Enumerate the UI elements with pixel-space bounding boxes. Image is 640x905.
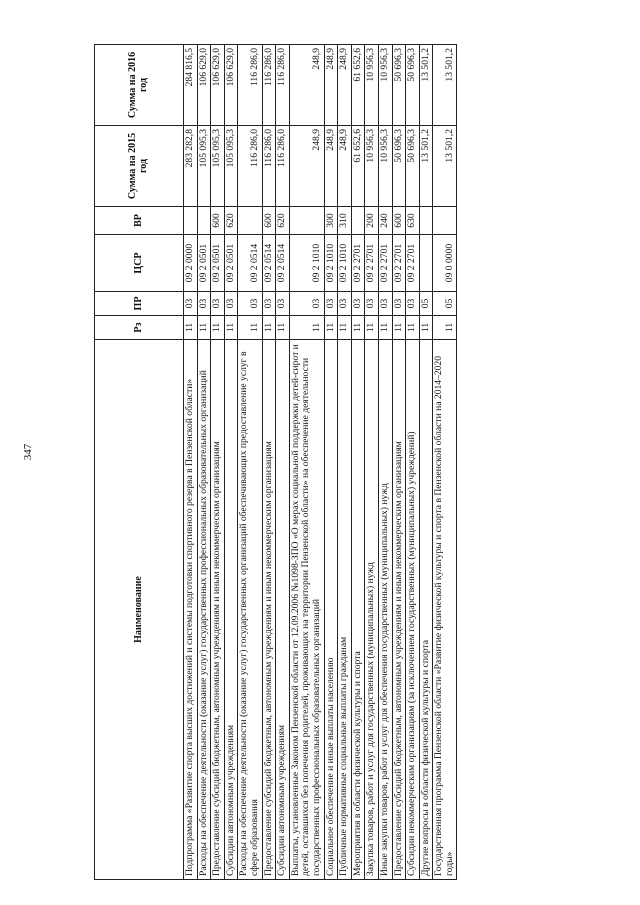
cell-sum-2015: 10 956,3 xyxy=(365,126,379,207)
cell-sum-2016: 248,9 xyxy=(338,45,352,126)
cell-csr: 09 2 2701 xyxy=(365,235,379,292)
cell-vr xyxy=(184,207,198,235)
cell-vr: 600 xyxy=(262,207,276,235)
cell-name: Субсидии автономным учреждениям xyxy=(276,340,290,880)
cell-name: Социальное обеспечение и иные выплаты населению xyxy=(324,340,338,880)
cell-pr: 05 xyxy=(419,292,433,316)
cell-sum-2015: 13 501,2 xyxy=(433,126,457,207)
cell-rz: 11 xyxy=(365,316,379,340)
table-row xyxy=(365,45,379,880)
cell-csr: 09 2 0000 xyxy=(184,235,198,292)
cell-rz: 11 xyxy=(276,316,290,340)
cell-csr: 09 2 1010 xyxy=(289,235,324,292)
table-row xyxy=(406,45,420,880)
table-row xyxy=(419,45,433,880)
cell-sum-2016: 116 286,0 xyxy=(262,45,276,126)
table-row xyxy=(262,45,276,880)
cell-sum-2016: 106 629,0 xyxy=(211,45,225,126)
cell-pr: 03 xyxy=(338,292,352,316)
cell-pr: 03 xyxy=(406,292,420,316)
cell-sum-2016: 116 286,0 xyxy=(276,45,290,126)
cell-name: Расходы на обеспечение деятельности (оказание услуг) государственных организаций обеспечивающих предоставление услуг в сфере образования xyxy=(238,340,262,880)
cell-rz: 11 xyxy=(324,316,338,340)
header-pr: ПР xyxy=(95,292,184,316)
cell-csr: 09 2 0501 xyxy=(224,235,238,292)
cell-sum-2015: 105 095,3 xyxy=(211,126,225,207)
cell-sum-2016: 106 629,0 xyxy=(197,45,211,126)
cell-sum-2015: 105 095,3 xyxy=(224,126,238,207)
cell-sum-2015: 116 286,0 xyxy=(238,126,262,207)
table-row xyxy=(184,45,198,880)
cell-name: Предоставление субсидий бюджетным, автономным учреждениям и иным некоммерческим организациям xyxy=(392,340,406,880)
cell-rz: 11 xyxy=(406,316,420,340)
cell-vr: 600 xyxy=(392,207,406,235)
cell-csr: 09 0 0000 xyxy=(433,235,457,292)
header-vr: ВР xyxy=(95,207,184,235)
cell-pr: 03 xyxy=(289,292,324,316)
table-row xyxy=(197,45,211,880)
cell-sum-2016: 116 286,0 xyxy=(238,45,262,126)
cell-sum-2016: 10 956,3 xyxy=(365,45,379,126)
table-row xyxy=(351,45,365,880)
cell-pr: 03 xyxy=(324,292,338,316)
cell-name: Мероприятия в области физической культуры и спорта xyxy=(351,340,365,880)
cell-vr xyxy=(289,207,324,235)
cell-pr: 03 xyxy=(262,292,276,316)
cell-pr: 03 xyxy=(224,292,238,316)
cell-sum-2016: 248,9 xyxy=(324,45,338,126)
cell-csr: 09 2 0501 xyxy=(211,235,225,292)
cell-pr: 03 xyxy=(197,292,211,316)
cell-sum-2016: 50 696,3 xyxy=(392,45,406,126)
cell-sum-2016: 13 501,2 xyxy=(433,45,457,126)
header-sum-2015: Сумма на 2015 год xyxy=(95,126,184,207)
cell-name: Закупка товаров, работ и услуг для государственных (муниципальных) нужд xyxy=(365,340,379,880)
cell-vr: 310 xyxy=(338,207,352,235)
cell-csr: 09 2 0501 xyxy=(197,235,211,292)
cell-name: Публичные нормативные социальные выплаты гражданам xyxy=(338,340,352,880)
cell-sum-2016: 10 956,3 xyxy=(378,45,392,126)
cell-pr: 03 xyxy=(238,292,262,316)
cell-rz: 11 xyxy=(378,316,392,340)
cell-sum-2016: 284 816,5 xyxy=(184,45,198,126)
cell-sum-2015: 50 696,3 xyxy=(392,126,406,207)
cell-name: Субсидии некоммерческим организациям (за исключением государственных (муниципальных) учреждений) xyxy=(406,340,420,880)
cell-csr: 09 2 0514 xyxy=(262,235,276,292)
cell-pr: 03 xyxy=(211,292,225,316)
cell-vr xyxy=(351,207,365,235)
cell-csr: 09 2 2701 xyxy=(406,235,420,292)
cell-rz: 11 xyxy=(262,316,276,340)
cell-csr: 09 2 0514 xyxy=(238,235,262,292)
cell-vr: 300 xyxy=(324,207,338,235)
cell-rz: 11 xyxy=(433,316,457,340)
cell-name: Предоставление субсидий бюджетным, автономным учреждениям и иным некоммерческим организациям xyxy=(211,340,225,880)
cell-sum-2015: 50 696,3 xyxy=(406,126,420,207)
cell-sum-2015: 248,9 xyxy=(324,126,338,207)
cell-sum-2016: 248,9 xyxy=(289,45,324,126)
cell-vr: 620 xyxy=(276,207,290,235)
table-row xyxy=(289,45,324,880)
cell-rz: 11 xyxy=(289,316,324,340)
cell-vr: 240 xyxy=(378,207,392,235)
cell-sum-2016: 106 629,0 xyxy=(224,45,238,126)
cell-csr: 09 2 2701 xyxy=(392,235,406,292)
cell-sum-2015: 116 286,0 xyxy=(276,126,290,207)
cell-csr: 09 2 2701 xyxy=(351,235,365,292)
cell-rz: 11 xyxy=(238,316,262,340)
cell-pr: 03 xyxy=(365,292,379,316)
cell-csr: 09 2 1010 xyxy=(324,235,338,292)
cell-name: Выплаты, установленные Законом Пензенской области от 12.09.2006 №1098-ЗПО «О мерах социальной поддержки детей-сирот и детей, оставшихся без попечения родителей, проживающих на территории Пензенской области» на обеспечение деятельности государственных профессиональных образовательных организаций xyxy=(289,340,324,880)
cell-vr xyxy=(433,207,457,235)
cell-vr xyxy=(197,207,211,235)
cell-csr: 09 2 2701 xyxy=(378,235,392,292)
header-rz: Рз xyxy=(95,316,184,340)
cell-rz: 11 xyxy=(338,316,352,340)
cell-vr: 620 xyxy=(224,207,238,235)
cell-rz: 11 xyxy=(224,316,238,340)
cell-sum-2016: 13 501,2 xyxy=(419,45,433,126)
cell-vr xyxy=(419,207,433,235)
cell-sum-2015: 248,9 xyxy=(289,126,324,207)
table-row xyxy=(238,45,262,880)
cell-name: Другие вопросы в области физической культуры и спорта xyxy=(419,340,433,880)
cell-name: Государственная программа Пензенской области «Развитие физической культуры и спорта в Пензенской области на 2014–2020 годы» xyxy=(433,340,457,880)
cell-sum-2016: 50 696,3 xyxy=(406,45,420,126)
cell-pr: 03 xyxy=(378,292,392,316)
cell-vr: 200 xyxy=(365,207,379,235)
cell-csr xyxy=(419,235,433,292)
cell-pr: 03 xyxy=(351,292,365,316)
cell-name: Предоставление субсидий бюджетным, автономным учреждениям и иным некоммерческим организациям xyxy=(262,340,276,880)
cell-sum-2016: 61 652,6 xyxy=(351,45,365,126)
cell-rz: 11 xyxy=(184,316,198,340)
cell-pr: 03 xyxy=(276,292,290,316)
cell-rz: 11 xyxy=(419,316,433,340)
page-number: 347 xyxy=(22,443,34,461)
cell-csr: 09 2 0514 xyxy=(276,235,290,292)
cell-name: Расходы на обеспечение деятельности (оказание услуг) государственных профессиональных образовательных организаций xyxy=(197,340,211,880)
cell-rz: 11 xyxy=(392,316,406,340)
table-row xyxy=(324,45,338,880)
cell-rz: 11 xyxy=(197,316,211,340)
table-row xyxy=(392,45,406,880)
cell-sum-2015: 105 095,3 xyxy=(197,126,211,207)
cell-pr: 05 xyxy=(433,292,457,316)
table-header-row xyxy=(95,45,184,880)
table-row xyxy=(224,45,238,880)
cell-rz: 11 xyxy=(351,316,365,340)
cell-vr xyxy=(238,207,262,235)
header-csr: ЦСР xyxy=(95,235,184,292)
cell-sum-2015: 248,9 xyxy=(338,126,352,207)
table-row xyxy=(378,45,392,880)
cell-vr: 630 xyxy=(406,207,420,235)
cell-csr: 09 2 1010 xyxy=(338,235,352,292)
cell-sum-2015: 13 501,2 xyxy=(419,126,433,207)
cell-name: Иные закупки товаров, работ и услуг для обеспечения государственных (муниципальных) нужд xyxy=(378,340,392,880)
cell-vr: 600 xyxy=(211,207,225,235)
cell-sum-2015: 10 956,3 xyxy=(378,126,392,207)
table-row xyxy=(433,45,457,880)
rotated-table-container xyxy=(94,45,544,880)
table-row xyxy=(276,45,290,880)
cell-pr: 03 xyxy=(184,292,198,316)
budget-table xyxy=(94,44,457,880)
header-name: Наименование xyxy=(95,340,184,880)
table-row xyxy=(211,45,225,880)
cell-name: Субсидии автономным учреждениям xyxy=(224,340,238,880)
cell-rz: 11 xyxy=(211,316,225,340)
cell-sum-2015: 61 652,6 xyxy=(351,126,365,207)
cell-sum-2015: 116 286,0 xyxy=(262,126,276,207)
cell-sum-2015: 283 282,8 xyxy=(184,126,198,207)
cell-name: Подпрограмма «Развитие спорта высших достижений и системы подготовки спортивного резерва в Пензенской области» xyxy=(184,340,198,880)
cell-pr: 03 xyxy=(392,292,406,316)
header-sum-2016: Сумма на 2016 год xyxy=(95,45,184,126)
table-row xyxy=(338,45,352,880)
